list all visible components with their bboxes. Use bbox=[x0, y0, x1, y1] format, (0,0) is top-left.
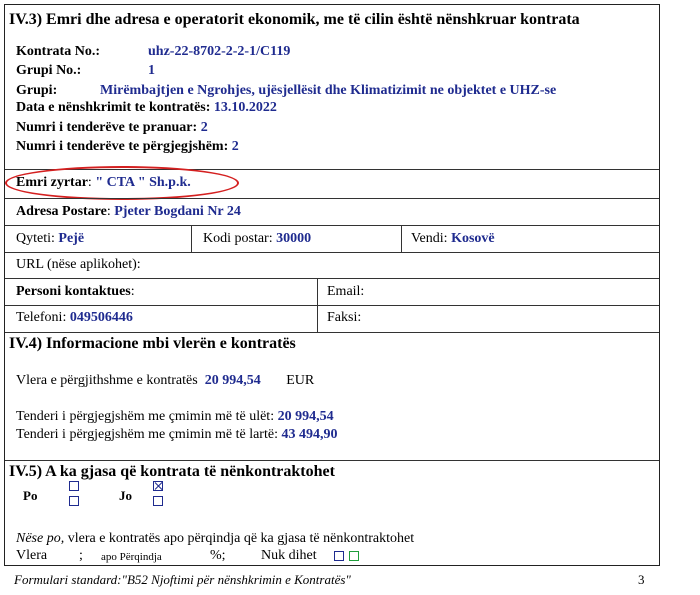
perqindja-label: apo Përqindja bbox=[101, 551, 162, 563]
total-value-label: Vlera e përgjithshme e kontratës bbox=[16, 373, 198, 388]
po-checkbox-bottom[interactable] bbox=[69, 496, 79, 506]
currency: EUR bbox=[286, 373, 315, 388]
divider bbox=[191, 225, 192, 252]
nuk-dihet-checkbox-blue[interactable] bbox=[334, 551, 344, 561]
jo-label: Jo bbox=[119, 488, 132, 503]
sign-date-row bbox=[16, 100, 277, 116]
contact-person-label: Personi kontaktues bbox=[16, 284, 131, 299]
postal-code-cell bbox=[203, 231, 311, 247]
highest-price-label: Tenderi i përgjegjshëm me çmimin më të lartë: bbox=[16, 427, 278, 442]
total-value-row bbox=[16, 373, 314, 389]
contract-no-label: Kontrata No.: bbox=[16, 44, 100, 59]
tenders-responsive-value: 2 bbox=[231, 139, 239, 154]
divider bbox=[5, 252, 659, 253]
semicolon: ; bbox=[79, 548, 83, 563]
vlera-label: Vlera bbox=[16, 548, 48, 563]
nese-po-text: Nëse po, bbox=[16, 531, 65, 546]
nuk-dihet-label: Nuk dihet bbox=[261, 548, 317, 563]
divider bbox=[5, 198, 659, 199]
contract-signing-form bbox=[4, 4, 660, 566]
total-value: 20 994,54 bbox=[204, 373, 261, 388]
tenders-received-label: Numri i tenderëve te pranuar: bbox=[16, 120, 198, 135]
divider bbox=[5, 332, 659, 333]
subcontract-note-text: vlera e kontratës apo përqindja që ka gjasa të nënkontraktohet bbox=[67, 531, 415, 546]
postal-address-label: Adresa Postare bbox=[16, 204, 107, 219]
tenders-received-value: 2 bbox=[200, 120, 208, 135]
divider bbox=[5, 278, 659, 279]
page-number: 3 bbox=[638, 572, 645, 587]
official-name-label: Emri zyrtar bbox=[16, 175, 88, 190]
tenders-responsive-label: Numri i tenderëve te përgjegjshëm: bbox=[16, 139, 229, 154]
city-value: Pejë bbox=[58, 231, 85, 246]
postal-address-value: Pjeter Bogdani Nr 24 bbox=[114, 204, 241, 219]
phone-label: Telefoni: bbox=[16, 310, 67, 325]
contract-no-value: uhz-22-8702-2-2-1/C119 bbox=[148, 44, 291, 59]
divider bbox=[5, 305, 659, 306]
lowest-price-row bbox=[16, 409, 334, 425]
fax-label: Faksi: bbox=[327, 310, 362, 325]
divider bbox=[401, 225, 402, 252]
lowest-price-label: Tenderi i përgjegjshëm me çmimin më të ulët: bbox=[16, 409, 275, 424]
contact-person-row: Personi kontaktues: bbox=[16, 284, 135, 299]
official-name-row: Emri zyrtar: " CTA " Sh.p.k. bbox=[16, 175, 191, 190]
tenders-received-row bbox=[16, 120, 208, 136]
percent-sign: %; bbox=[210, 548, 226, 563]
postal-code-value: 30000 bbox=[276, 231, 312, 246]
section-iv3-heading: IV.3) Emri dhe adresa e operatorit ekonomik, me të cilin është nënshkruar kontrata bbox=[9, 11, 580, 28]
city-label: Qyteti: bbox=[16, 231, 55, 246]
highest-price-row bbox=[16, 427, 337, 443]
tenders-responsive-row bbox=[16, 139, 239, 155]
postal-code-label: Kodi postar: bbox=[203, 231, 273, 246]
group-label: Grupi: bbox=[16, 83, 58, 98]
jo-checkbox-bottom[interactable] bbox=[153, 496, 163, 506]
divider bbox=[5, 460, 659, 461]
divider bbox=[5, 225, 659, 226]
lowest-price-value: 20 994,54 bbox=[277, 409, 334, 424]
highest-price-value: 43 494,90 bbox=[281, 427, 338, 442]
po-label: Po bbox=[23, 488, 38, 503]
section-iv5-heading: IV.5) A ka gjasa që kontrata të nënkontraktohet bbox=[9, 463, 335, 480]
section-iv4-heading: IV.4) Informacione mbi vlerën e kontratës bbox=[9, 335, 296, 352]
phone-value: 049506446 bbox=[69, 310, 133, 325]
sign-date-value: 13.10.2022 bbox=[213, 100, 277, 115]
country-cell bbox=[411, 231, 495, 247]
highlight-oval bbox=[5, 166, 239, 200]
email-label: Email: bbox=[327, 284, 365, 299]
group-value: Mirëmbajtjen e Ngrohjes, ujësjellësit dhe Klimatizimit ne objektet e UHZ-se bbox=[100, 83, 557, 98]
po-checkbox-top[interactable] bbox=[69, 481, 79, 491]
group-no-label: Grupi No.: bbox=[16, 63, 82, 78]
postal-address-row: Adresa Postare: Pjeter Bogdani Nr 24 bbox=[16, 204, 241, 219]
official-name-value: " CTA " Sh.p.k. bbox=[95, 175, 191, 190]
nuk-dihet-checkbox-green[interactable] bbox=[349, 551, 359, 561]
phone-row bbox=[16, 310, 133, 326]
url-label: URL (nëse aplikohet): bbox=[16, 257, 141, 272]
country-value: Kosovë bbox=[451, 231, 495, 246]
footer-form-name: Formulari standard:"B52 Njoftimi për nënshkrimin e Kontratës" bbox=[14, 572, 351, 587]
jo-checkbox-checked[interactable] bbox=[153, 481, 163, 491]
country-label: Vendi: bbox=[411, 231, 448, 246]
city-cell bbox=[16, 231, 84, 247]
subcontract-note bbox=[16, 531, 414, 547]
sign-date-label: Data e nënshkrimit te kontratës: bbox=[16, 100, 211, 115]
group-no-value: 1 bbox=[148, 63, 155, 78]
